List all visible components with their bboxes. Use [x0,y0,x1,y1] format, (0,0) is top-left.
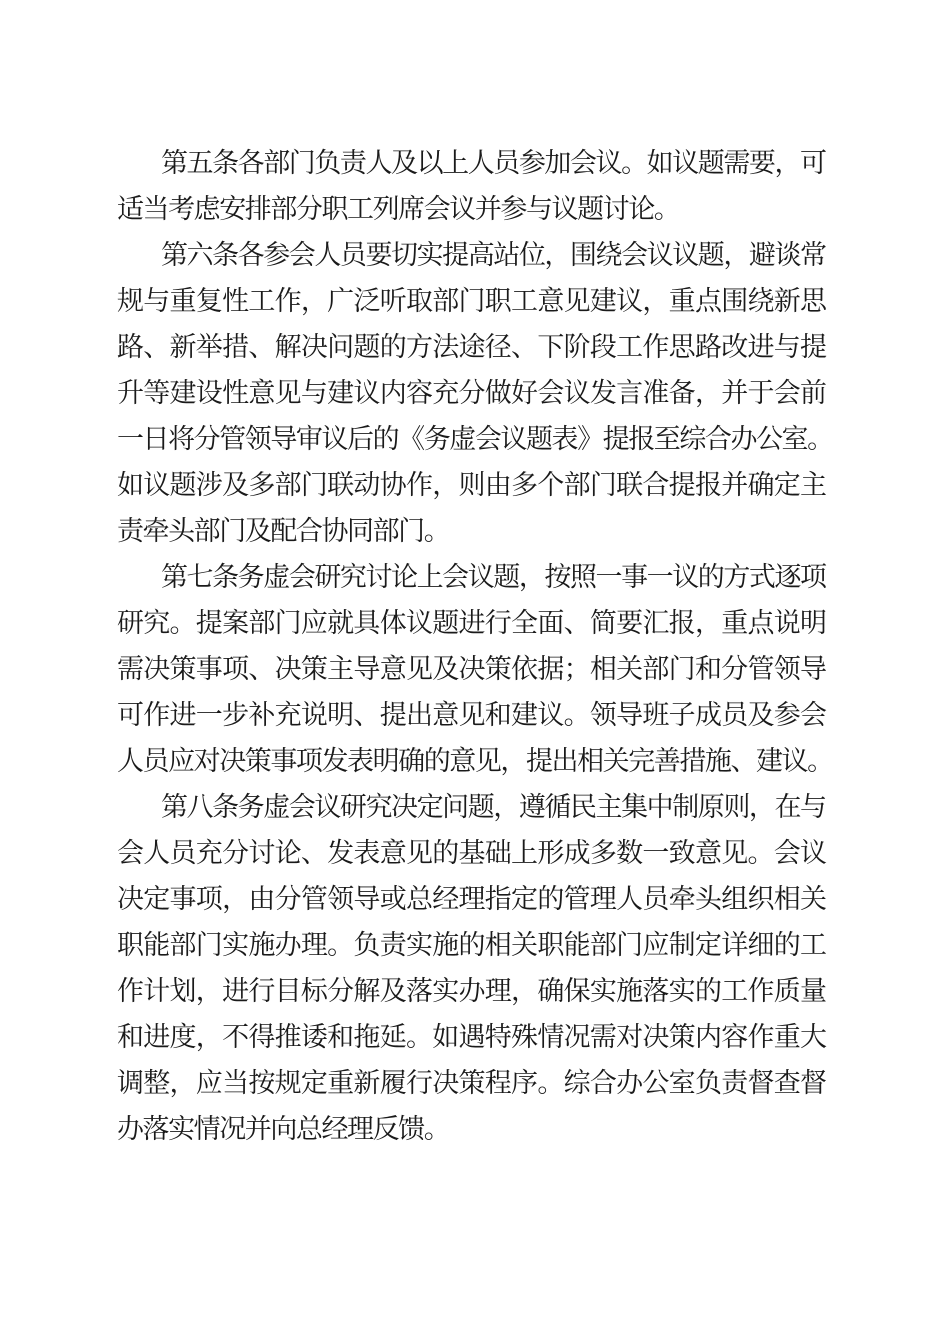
text-line: 调整，应当按规定重新履行决策程序。综合办公室负责督查督 [117,1068,827,1099]
text-line: 研究。提案部门应就具体议题进行全面、简要汇报，重点说明 [117,608,827,639]
text-line: 适当考虑安排部分职工列席会议并参与议题讨论。 [117,194,680,225]
text-line: 规与重复性工作，广泛听取部门职工意见建议，重点围绕新思 [117,286,827,317]
text-line: 人员应对决策事项发表明确的意见，提出相关完善措施、建议。 [117,746,833,777]
text-line: 第五条各部门负责人及以上人员参加会议。如议题需要，可 [161,148,826,179]
text-line: 职能部门实施办理。负责实施的相关职能部门应制定详细的工 [117,930,827,961]
text-line: 办落实情况并向总经理反馈。 [117,1114,450,1145]
text-line: 一日将分管领导审议后的《务虚会议题表》提报至综合办公室。 [117,424,833,455]
text-line: 路、新举措、解决问题的方法途径、下阶段工作思路改进与提 [117,332,827,363]
text-line: 作计划，进行目标分解及落实办理，确保实施落实的工作质量 [117,976,827,1007]
text-line: 会人员充分讨论、发表意见的基础上形成多数一致意见。会议 [117,838,827,869]
text-line: 决定事项，由分管领导或总经理指定的管理人员牵头组织相关 [117,884,827,915]
text-line: 第六条各参会人员要切实提高站位，围绕会议议题，避谈常 [161,240,826,271]
text-line: 需决策事项、决策主导意见及决策依据；相关部门和分管领导 [117,654,827,685]
text-line: 升等建设性意见与建议内容充分做好会议发言准备，并于会前 [117,378,827,409]
text-line: 可作进一步补充说明、提出意见和建议。领导班子成员及参会 [117,700,827,731]
text-line: 如议题涉及多部门联动协作，则由多个部门联合提报并确定主 [117,470,827,501]
text-line: 和进度，不得推诿和拖延。如遇特殊情况需对决策内容作重大 [117,1022,827,1053]
text-line: 责牵头部门及配合协同部门。 [117,516,450,547]
text-line: 第七条务虚会研究讨论上会议题，按照一事一议的方式逐项 [161,562,826,593]
text-line: 第八条务虚会议研究决定问题，遵循民主集中制原则，在与 [161,792,826,823]
